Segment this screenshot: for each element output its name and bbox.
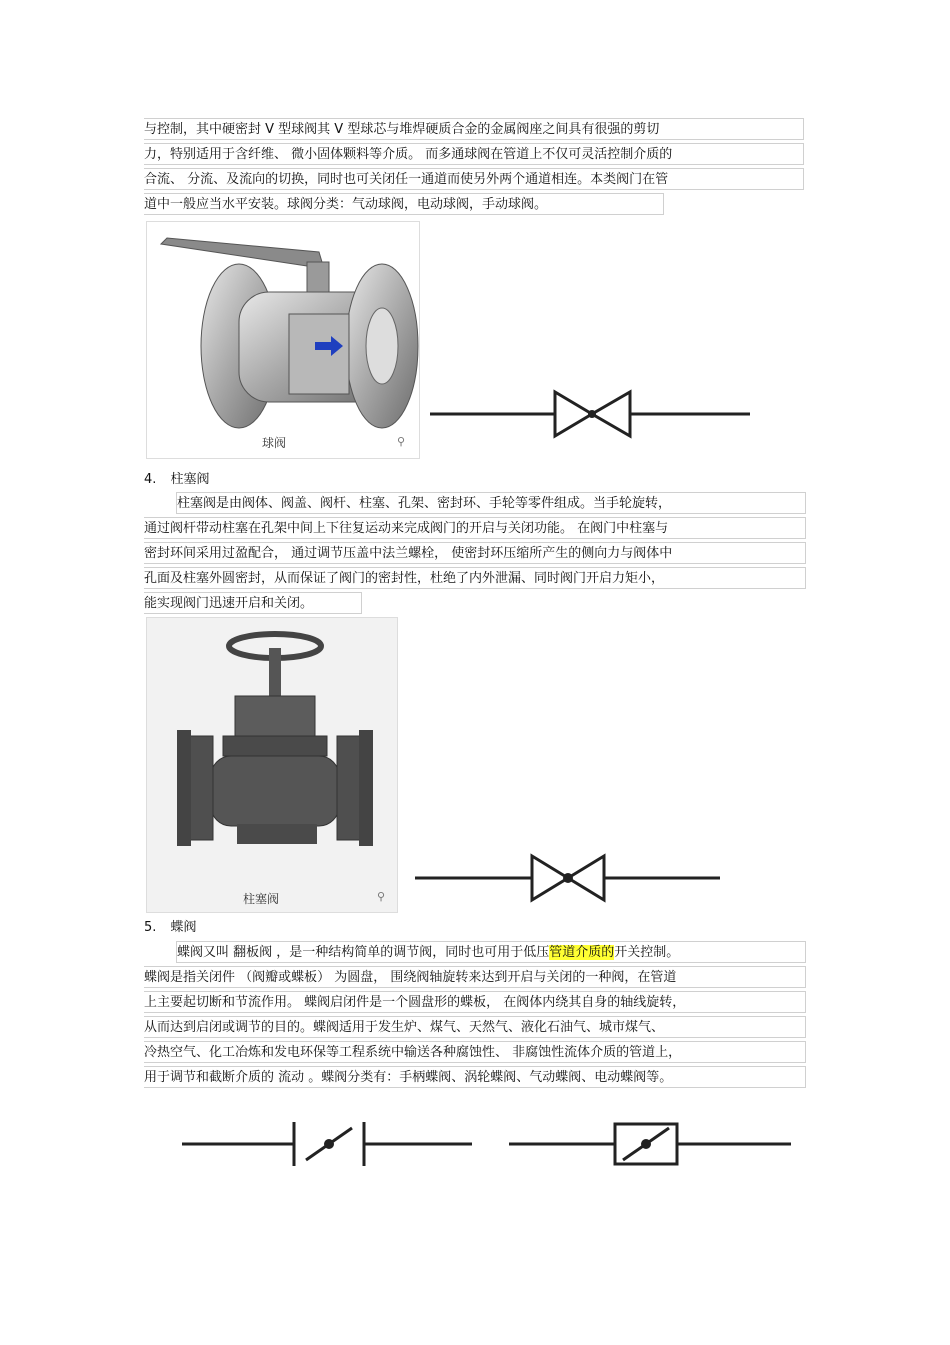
ball-valve-text-line-2: 力，特别适用于含纤维、 微小固体颗料等介质。 而多通球阀在管道上不仅可灵活控制介质的 <box>144 143 804 165</box>
butterfly-valve-symbol <box>178 1114 478 1174</box>
ball-valve-text-line-3: 合流、 分流、及流向的切换，同时也可关闭任一通道而使另外两个通道相连。本类阀门在管 <box>144 168 804 190</box>
text-segment: 蝶阀又叫 翻板阀 ，是一种结构简单的调节阀，同时也可用于低压 <box>177 945 550 960</box>
ball-valve-photo <box>146 221 420 459</box>
plunger-valve-text-line-3: 密封环间采用过盈配合， 通过调节压盖中法兰螺栓， 使密封环压缩所产生的侧向力与阀体中 <box>144 542 806 564</box>
plunger-valve-text-line-4: 孔面及柱塞外圆密封，从而保证了阀门的密封性，杜绝了内外泄漏、同时阀门开启力矩小， <box>144 567 806 589</box>
plunger-valve-text-line-1: 柱塞阀是由阀体、阀盖、阀杆、柱塞、孔架、密封环、手轮等零件组成。当手轮旋转， <box>176 492 806 514</box>
section-title: 柱塞阀 <box>170 472 210 487</box>
butterfly-valve-symbol-2 <box>505 1114 805 1174</box>
magnifier-icon[interactable]: ⚲ <box>397 435 406 448</box>
butterfly-valve-text-line-6: 用于调节和截断介质的 流动 。蝶阀分类有：手柄蝶阀、涡轮蝶阀、气动蝶阀、电动蝶阀等。 <box>144 1066 806 1088</box>
ball-valve-text-line-1: 与控制，其中硬密封 V 型球阀其 V 型球芯与堆焊硬质合金的金属阀座之间具有很强的剪切 <box>144 118 804 140</box>
ball-valve-illustration <box>147 222 419 458</box>
ball-valve-symbol <box>425 384 755 444</box>
ball-valve-text-line-4: 道中一般应当水平安装。球阀分类：气动球阀，电动球阀，手动球阀。 <box>144 193 664 215</box>
butterfly-valve-text-line-4: 从而达到启闭或调节的目的。蝶阀适用于发生炉、煤气、天然气、液化石油气、城市煤气、 <box>144 1016 806 1038</box>
butterfly-valve-text-line-3: 上主要起切断和节流作用。 蝶阀启闭件是一个圆盘形的蝶板， 在阀体内绕其自身的轴线旋转， <box>144 991 806 1013</box>
plunger-valve-text-line-2: 通过阀杆带动柱塞在孔架中间上下往复运动来完成阀门的开启与关闭功能。 在阀门中柱塞与 <box>144 517 806 539</box>
butterfly-valve-text-line-1 <box>176 941 806 963</box>
section-number: 5. <box>144 920 157 935</box>
section-title: 蝶阀 <box>170 920 197 935</box>
butterfly-valve-heading <box>144 918 197 938</box>
plunger-valve-illustration <box>147 618 397 912</box>
magnifier-icon[interactable]: ⚲ <box>377 890 386 903</box>
text-segment: 开关控制。 <box>614 945 680 960</box>
plunger-valve-text-line-5: 能实现阀门迅速开启和关闭。 <box>144 592 362 614</box>
highlighted-text: 管道介质的 <box>549 945 615 960</box>
section-number: 4. <box>144 472 157 487</box>
butterfly-valve-text-line-2: 蝶阀是指关闭件 （阀瓣或蝶板） 为圆盘， 围绕阀轴旋转来达到开启与关闭的一种阀，在管道 <box>144 966 806 988</box>
plunger-valve-symbol <box>410 848 730 908</box>
plunger-valve-caption: 柱塞阀 <box>243 892 280 906</box>
plunger-valve-photo <box>146 617 398 913</box>
butterfly-valve-text-line-5: 冷热空气、化工冶炼和发电环保等工程系统中输送各种腐蚀性、 非腐蚀性流体介质的管道上， <box>144 1041 806 1063</box>
ball-valve-caption: 球阀 <box>262 436 287 450</box>
plunger-valve-heading <box>144 470 210 490</box>
